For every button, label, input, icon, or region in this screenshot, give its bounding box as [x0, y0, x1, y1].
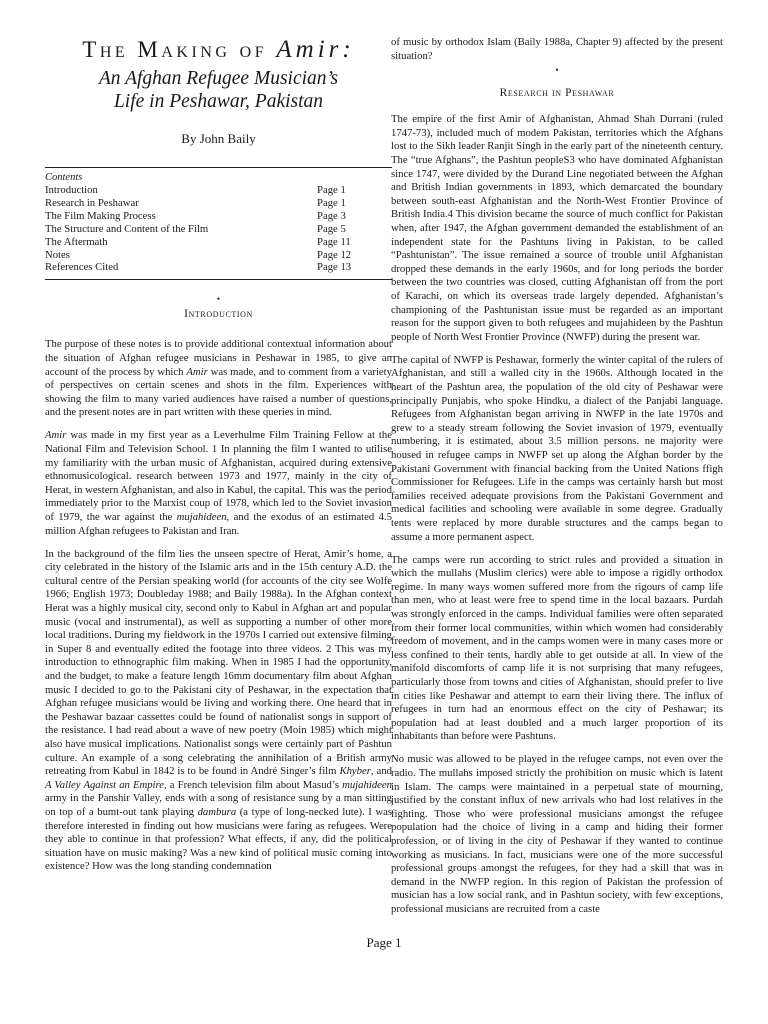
toc-item	[45, 223, 392, 236]
toc-item-title: Introduction	[45, 184, 98, 196]
introduction-heading: Introduction	[184, 308, 253, 321]
title-amir: Amir:	[276, 36, 355, 63]
toc-item-title: The Structure and Content of the Film	[45, 222, 209, 235]
section-bullet: •	[216, 294, 221, 305]
continued-paragraph: of music by orthodox Islam (Baily 1988a, Chapter 9) affected by the present situation?	[391, 36, 723, 62]
toc-item	[45, 184, 392, 197]
research-paragraph-2: The capital of NWFP is Peshawar, formerly the winter capital of the rulers of Afghanistan, and still a walled city in the 1960s. Although located in the heart of the Pashtun area, the population of the old city of Peshawar were principally Punjabis, who spoke Hindku, a dialect of the Panjabi language. Refugees from Afghanistan began arriving in NWFP in the late 1970s and grew to a steady stream following the Soviet invasion of 1979, eventually numbering, it is estimated, about 3.5 million persons. ne majority were housed in refugee camps in NWFP set up along the Afghan border by the Pakistani Government with financial backing from the United Nations ffigh Commissioner for Refugees. Life in the camps was certainly harsh but most families received adequate provisions from the Pakistani Government and medical facilities and schooling were available in some degree. Gradually tents were replaced by more durable structures and the camps began to assume a more permanent aspect.	[391, 353, 723, 543]
subtitle-line-2: Life in Peshawar, Pakistan	[113, 91, 324, 112]
toc-item	[45, 261, 392, 274]
research-paragraph-3: The camps were run according to strict rules and provided a situation in which the mullahs (Muslim clerics) were able to impose a rigidly orthodox regime. In many ways women suffered more from the rigours of camp life than men, who at least were free to spend time in the local bazaars. Purdah was strongly enforced in the camps. Individual families were often separated from their former local communities, within which women had considerably freedom of movement, and in the camps women were in many cases more or less confined to their tents, hardly able to get outside at all. In view of the manifold discomforts of camp life it is not surprising that many refugees, particularly those from towns and cities of Afghanistan, should prefer to live in cities like Peshawar and attempt to earn their living there. The influx of refugees in turn had an enormous effect on the city of Peshawar; its population had at least doubled and a much larger proportion of its inhabitants than before were Pashtuns.	[391, 553, 723, 743]
toc-item-page: Page 1	[317, 196, 346, 209]
title-prefix: The Making of	[82, 37, 277, 62]
toc-item-page: Page 3	[317, 209, 346, 222]
toc-item-page: Page 11	[317, 235, 351, 248]
research-heading: Research in Peshawar	[499, 87, 615, 100]
intro-paragraph-1: The purpose of these notes is to provide additional contextual information about the situation of Afghan refugee musicians in Peshawar in 1985, to give an account of the process by which Amir was made, and to comment from a variety of perspectives on certain scenes and shots in the film. Experiences with showing the film to many varied audiences have raised a number of questions, and the present notes are in part written with these queries in mind.	[45, 338, 392, 419]
intro-paragraph-3: In the background of the film lies the unseen spectre of Herat, Amir’s home, a city celebrated in the history of the Islamic arts and in the 15th century A.D. the cultural centre of the Persian speaking world (for accounts of the city see Wolfe 1966; English 1973; Doubleday 1988; and Baily 1988a). In the Afghan context Herat was a highly musical city, second only to Kabul in Afghan art and popular music (vocal and instrumental), as well as supporting a number of other more local traditions. During my fieldwork in the 1970s I carried out extensive filming in Super 8 and eventually edited the footage into three videos. 2 This was my introduction to ethnographic film making. When in 1985 I had the opportunity, and the budget, to make a feature length 16mm documentary film about Afghan music I decided to go to the Pakistani city of Peshawar, in the expectation that Afghan refugee musicians would be living and working there. One heard that in the Peshawar bazaar cassettes could be found of nationalist songs in support of the resistance. I had read about a wave of new poetry (Moin 1985) which might also have musical implications. Nationalist songs were certainly part of Pashtun culture. An example of a song celebrating the annihilation of a British army retreating from Kabul in 1842 is to be found in André Singer’s film Khyber, and A Valley Against an Empire, a French television film about Masud’s mujahideen army in the Panshir Valley, ends with a song of resistance sung by a man sitting on top of a bumt-out tank playing dambura (a type of long-necked lute). I was therefore interested in finding out how musicians were faring as refugees. Were they able to continue in that profession? What effects, if any, did the political situation have on music making? Was a new kind of political music coming into existence? How was the long standing condemnation	[45, 547, 392, 873]
toc-item-page: Page 12	[317, 248, 352, 261]
subtitle-line-1: An Afghan Refugee Musician’s	[98, 68, 339, 89]
toc-item-title: Notes	[45, 248, 70, 261]
page-number: Page 1	[366, 935, 402, 950]
toc-item-title: Research in Peshawar	[45, 196, 139, 209]
left-column	[45, 36, 392, 883]
right-column	[391, 36, 723, 926]
table-of-contents	[45, 167, 392, 280]
toc-item-title: The Film Making Process	[45, 209, 156, 222]
toc-heading: Contents	[45, 172, 83, 183]
toc-item-page: Page 5	[317, 222, 346, 235]
toc-item	[45, 210, 392, 223]
intro-paragraph-2: Amir was made in my first year as a Leverhulme Film Training Fellow at the National Film and Television School. 1 In planning the film I wanted to utilise my familiarity with the urban music of Afghanistan, acquired during extensive ethnomusicological. research between 1973 and 1977, mainly in the city of Herat, in western Afghanistan, and also in Kabul, the capital. This was the period immediately prior to the Marxist coup of 1978, which led to the Soviet invasion of 1979, the war against the mujahideen, and the exodus of an estimated 4.5 million Afghan refugees to Pakistan and Iran.	[45, 429, 392, 537]
byline: By John Baily	[181, 131, 256, 146]
toc-list	[45, 184, 392, 274]
toc-item	[45, 236, 392, 249]
research-paragraph-1: The empire of the first Amir of Afghanistan, Ahmad Shah Durrani (ruled 1747-73), included much of modem Pakistan, territories which the Afghans lost to the Sikh leader Ranjit Singh in the early part of the nineteenth century. The “true Afghans”, the Pashtun peopleS3 who have dominated Afghanistan since 1747, were divided by the Durand Line negotiated between the Afghan and British Indian governments in 1893, which demarcated the boundary between south-east Afghanistan and the North-West Frontier Province of British India.4 This division became the source of much conflict for Pakistan when, after 1947, the Afghan government demanded the establishment of an independent state for the Pashtuns living in Pakistan, to be called “Pashtunistan”. The issue remained a source of trouble until Afghanistan dropped these demands in the early 1960s, and for long periods the border between the two countries was closed, cutting Afghanistan off from the port of Karachi, on which its overseas trade largely depended. Afghanistan’s championing of the Pashtunistan issue must be regarded as an important reason for the support given to both refugees and mujahideen by the Pashtun people of North West Frontier Province (NWFP) during the present war.	[391, 113, 723, 343]
toc-item-title: The Aftermath	[45, 235, 108, 248]
research-paragraph-4: No music was allowed to be played in the refugee camps, not even over the radio. The mullahs imposed strictly the prohibition on music which is latent in Islam. The camps were maintained in a perpetual state of mourning, justified by the constant influx of new arrivals who had lost relatives in the fighting. Those who were professional musicians amongst the refugee population had the choice of living in a camp and hiding their former profession, or of living in the city of Peshawar if they wanted to continue working as musicians. In fact, musicians were one of the more successful professional groups amongst the refugees, for they had a skill that was in demand in the NWFP region. In this region of Pakistan the profession of musician has a low social rank, and in Pashtun society, with few exceptions, professional musicians are recruited from a caste	[391, 753, 723, 915]
toc-item-page: Page 13	[317, 261, 352, 274]
toc-item	[45, 197, 392, 210]
toc-item-title: References Cited	[45, 261, 119, 274]
toc-item	[45, 249, 392, 262]
toc-item-page: Page 1	[317, 184, 346, 196]
subtitle	[45, 67, 392, 113]
document-title	[45, 36, 392, 64]
section-bullet-2: •	[555, 65, 559, 76]
